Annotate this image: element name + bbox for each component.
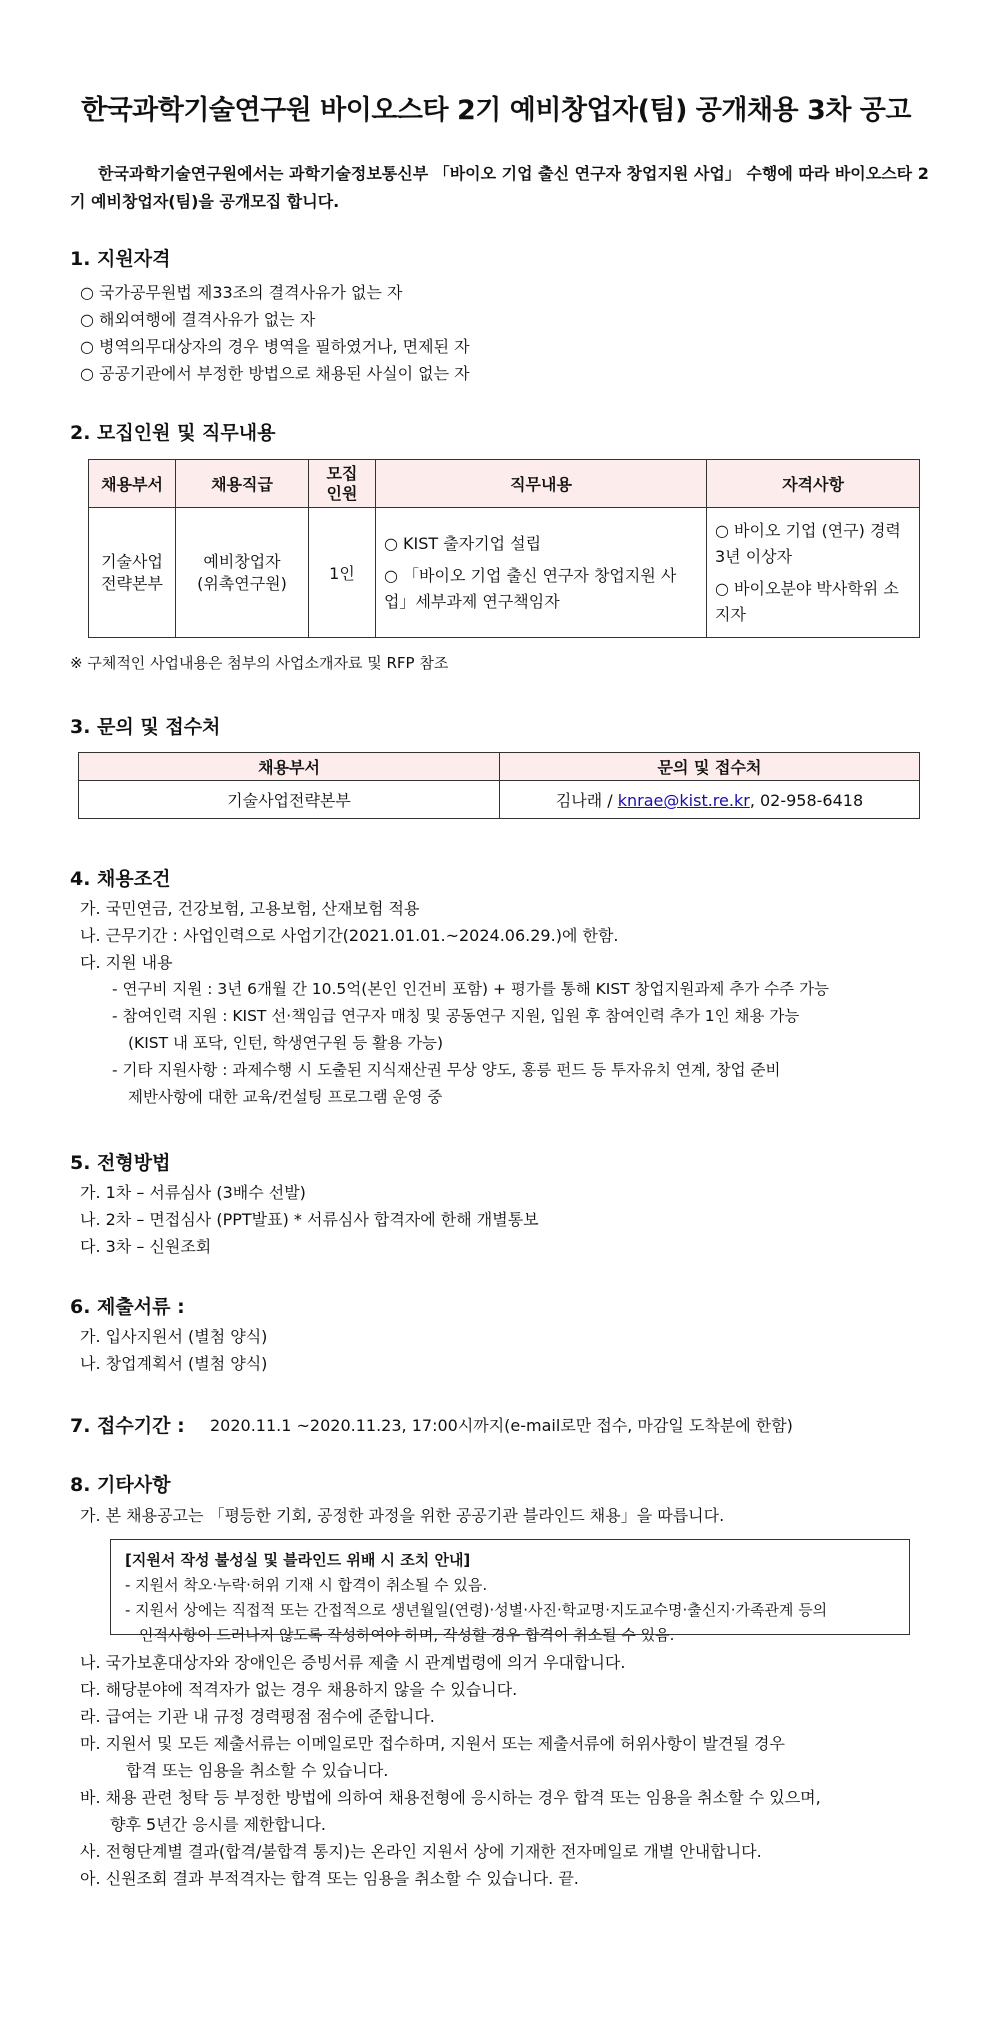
- contact-dept: 기술사업전략본부: [79, 781, 500, 819]
- contact-table: [78, 752, 920, 819]
- support-item: - 연구비 지원 : 3년 6개월 간 10.5억(본인 인건비 포함) + 평가를 통해 KIST 창업지원과제 추가 수주 가능: [112, 980, 830, 998]
- contact-info: [500, 781, 920, 819]
- document-item: 가. 입사지원서 (별첨 양식): [80, 1327, 268, 1346]
- process-item: 가. 1차 – 서류심사 (3배수 선발): [80, 1183, 306, 1202]
- header-cell: 문의 및 접수처: [500, 753, 920, 781]
- rank-cell: 예비창업자 (위촉연구원): [176, 508, 309, 638]
- section-7-heading: 7. 접수기간 :: [70, 1415, 185, 1437]
- section-1-heading: 1. 지원자격: [70, 248, 171, 270]
- eligibility-item: ○ 병역의무대상자의 경우 병역을 필하였거나, 면제된 자: [80, 337, 470, 356]
- qual-item: ○ 바이오 기업 (연구) 경력 3년 이상자: [715, 520, 901, 566]
- blind-notice-box: [110, 1539, 910, 1644]
- misc-item: 바. 채용 관련 청탁 등 부정한 방법에 의하여 채용전형에 응시하는 경우 합격 또는 임용을 취소할 수 있으며,: [80, 1788, 821, 1807]
- process-item: 나. 2차 – 면접심사 (PPT발표) * 서류심사 합격자에 한해 개별통보: [80, 1210, 539, 1229]
- recruitment-table: [88, 459, 920, 638]
- section-4-heading: 4. 채용조건: [70, 868, 171, 890]
- contact-phone: , 02-958-6418: [749, 791, 864, 810]
- notice-item-cont: 인적사항이 드러나지 않도록 작성하여야 하며, 작성할 경우 합격이 취소될 수 있음.: [139, 1626, 675, 1644]
- dept-cell: 기술사업 전략본부: [89, 508, 176, 638]
- quals-cell: [707, 508, 920, 638]
- page-title: 한국과학기술연구원 바이오스타 2기 예비창업자(팀) 공개채용 3차 공고: [81, 95, 911, 126]
- eligibility-item: ○ 공공기관에서 부정한 방법으로 채용된 사실이 없는 자: [80, 364, 470, 383]
- header-cell: 자격사항: [707, 460, 920, 508]
- process-item: 다. 3차 – 신원조회: [80, 1237, 212, 1256]
- application-period: 2020.11.1 ~2020.11.23, 17:00시까지(e-mail로만 접수, 마감일 도착분에 한함): [210, 1416, 793, 1435]
- misc-item: 아. 신원조회 결과 부적격자는 합격 또는 임용을 취소할 수 있습니다. 끝.: [80, 1869, 579, 1888]
- header-cell: 직무내용: [376, 460, 707, 508]
- document-item: 나. 창업계획서 (별첨 양식): [80, 1354, 268, 1373]
- misc-item-cont: 합격 또는 임용을 취소할 수 있습니다.: [126, 1761, 389, 1780]
- contact-email-link[interactable]: knrae@kist.re.kr: [617, 791, 750, 810]
- misc-item: 나. 국가보훈대상자와 장애인은 증빙서류 제출 시 관계법령에 의거 우대합니다.: [80, 1653, 626, 1672]
- notice-item: - 지원서 착오·누락·허위 기재 시 합격이 취소될 수 있음.: [125, 1576, 488, 1594]
- notice-title: [지원서 작성 불성실 및 블라인드 위배 시 조치 안내]: [125, 1551, 471, 1569]
- header-cell: 채용부서: [89, 460, 176, 508]
- section-3-heading: 3. 문의 및 접수처: [70, 716, 221, 738]
- condition-item: 다. 지원 내용: [80, 953, 173, 972]
- duty-item: ○ KIST 출자기업 설립: [384, 533, 542, 553]
- support-item-cont: 제반사항에 대한 교육/컨설팅 프로그램 운영 중: [128, 1088, 443, 1106]
- table-note: ※ 구체적인 사업내용은 첨부의 사업소개자료 및 RFP 참조: [70, 654, 449, 672]
- notice-item: - 지원서 상에는 직접적 또는 간접적으로 생년월일(연령)·성별·사진·학교명·지도교수명·출신지·가족관계 등의: [125, 1601, 828, 1619]
- header-cell: 모집 인원: [309, 460, 376, 508]
- support-item: - 참여인력 지원 : KIST 선·책임급 연구자 매칭 및 공동연구 지원, 입원 후 참여인력 추가 1인 채용 가능: [112, 1007, 800, 1025]
- qual-item: ○ 바이오분야 박사학위 소지자: [715, 578, 899, 624]
- eligibility-item: ○ 해외여행에 결격사유가 없는 자: [80, 310, 316, 329]
- section-8-heading: 8. 기타사항: [70, 1474, 171, 1496]
- support-item-cont: (KIST 내 포닥, 인턴, 학생연구원 등 활용 가능): [128, 1034, 444, 1052]
- header-cell: 채용직급: [176, 460, 309, 508]
- section-2-heading: 2. 모집인원 및 직무내용: [70, 422, 276, 444]
- condition-item: 가. 국민연금, 건강보험, 고용보험, 산재보험 적용: [80, 899, 420, 918]
- eligibility-item: ○ 국가공무원법 제33조의 결격사유가 없는 자: [80, 283, 403, 302]
- count-cell: 1인: [309, 508, 376, 638]
- misc-item: 사. 전형단계별 결과(합격/불합격 통지)는 온라인 지원서 상에 기재한 전자메일로 개별 안내합니다.: [80, 1842, 762, 1861]
- misc-item-cont: 향후 5년간 응시를 제한합니다.: [110, 1815, 326, 1834]
- intro-paragraph: 한국과학기술연구원에서는 과학기술정보통신부 「바이오 기업 출신 연구자 창업지원 사업」 수행에 따라 바이오스타 2기 예비창업자(팀)을 공개모집 합니다.: [70, 164, 929, 211]
- duties-cell: [376, 508, 707, 638]
- header-cell: 채용부서: [79, 753, 500, 781]
- misc-item: 라. 급여는 기관 내 규정 경력평점 점수에 준합니다.: [80, 1707, 435, 1726]
- misc-item: 마. 지원서 및 모든 제출서류는 이메일로만 접수하며, 지원서 또는 제출서류에 허위사항이 발견될 경우: [80, 1734, 785, 1753]
- support-item: - 기타 지원사항 : 과제수행 시 도출된 지식재산권 무상 양도, 홍릉 펀드 등 투자유치 연계, 창업 준비: [112, 1061, 781, 1079]
- duty-item: ○ 「바이오 기업 출신 연구자 창업지원 사업」세부과제 연구책임자: [384, 565, 677, 611]
- condition-item: 나. 근무기간 : 사업인력으로 사업기간(2021.01.01.~2024.06.29.)에 한함.: [80, 926, 619, 945]
- contact-name: 김나래 /: [555, 791, 618, 810]
- section-6-heading: 6. 제출서류 :: [70, 1296, 185, 1318]
- misc-item: 가. 본 채용공고는 「평등한 기회, 공정한 과정을 위한 공공기관 블라인드 채용」을 따릅니다.: [80, 1506, 725, 1525]
- misc-item: 다. 해당분야에 적격자가 없는 경우 채용하지 않을 수 있습니다.: [80, 1680, 518, 1699]
- section-5-heading: 5. 전형방법: [70, 1152, 171, 1174]
